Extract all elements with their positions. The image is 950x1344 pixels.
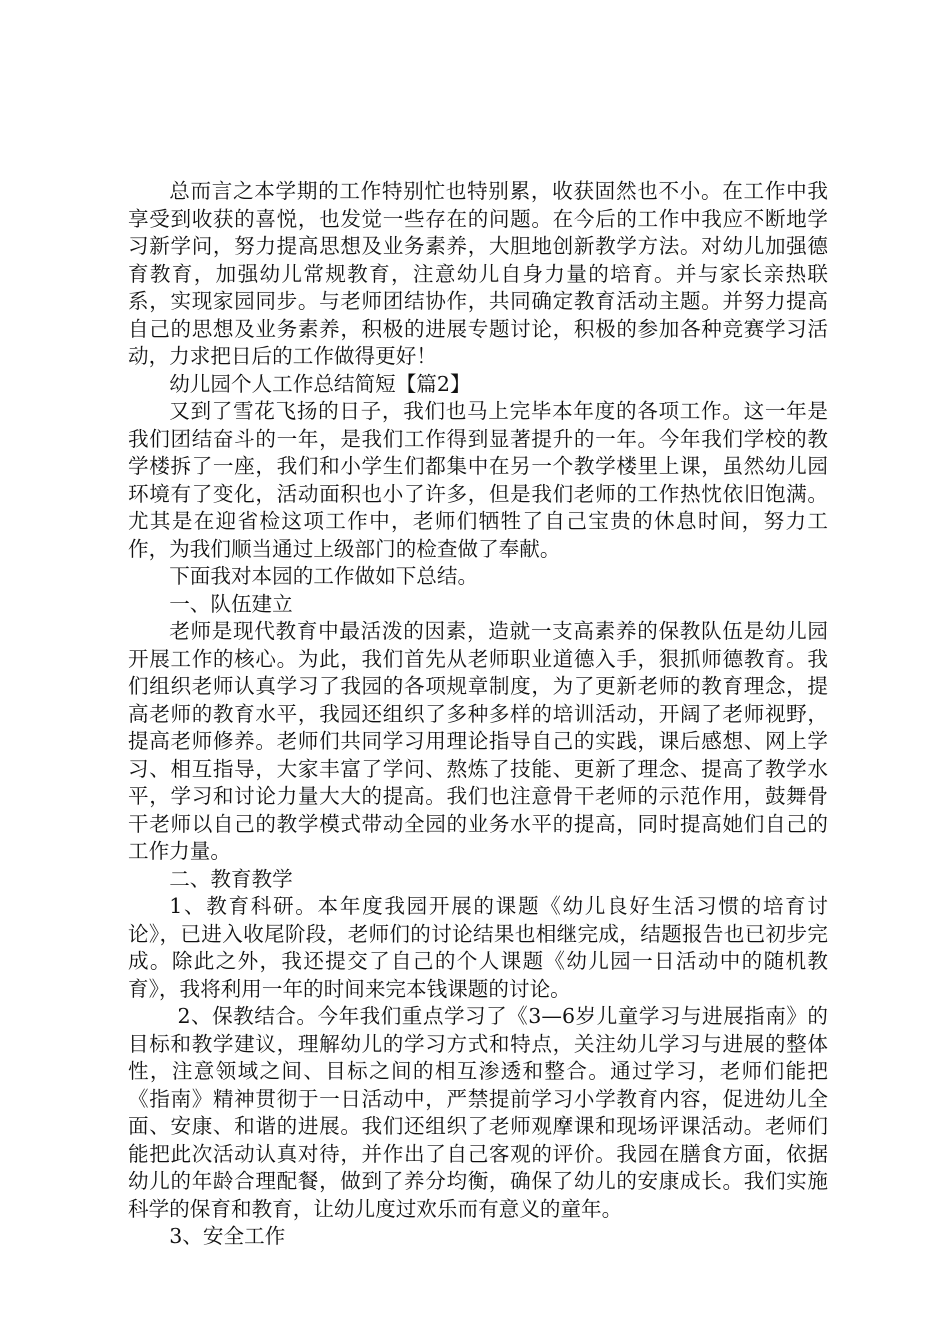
document-body — [128, 178, 828, 1251]
research-paragraph: 1、教育科研。本年度我园开展的课题《幼儿良好生活习惯的培育讨论》，已进入收尾阶段，老师们的讨论结果也相继完成，结题报告也已初步完成。除此之外，我还提交了自己的个人课题《幼儿园一日活动中的随机教育》，我将利用一年的时间来完本钱课题的讨论。 — [128, 894, 828, 1001]
intro-paragraph: 又到了雪花飞扬的日子，我们也马上完毕本年度的各项工作。这一年是我们团结奋斗的一年，是我们工作得到显著提升的一年。今年我们学校的教学楼拆了一座，我们和小学生们都集中在另一个教学楼里上课，虽然幼儿园环境有了变化，活动面积也小了许多，但是我们老师的工作热忱依旧饱满。尤其是在迎省检这项工作中，老师们牺牲了自己宝贵的休息时间，努力工作，为我们顺当通过上级部门的检查做了奉献。 — [128, 399, 828, 561]
section-title: 幼儿园个人工作总结简短【篇2】 — [169, 371, 471, 396]
summary-lead-line: 下面我对本园的工作做如下总结。 — [169, 564, 479, 588]
care-education-paragraph: 2、保教结合。今年我们重点学习了《3—6岁儿童学习与进展指南》的目标和教学建议，理解幼儿的学习方式和特点，关注幼儿学习与进展的整体性，注意领域之间、目标之间的相互渗透和整合。通过学习，老师们能把《指南》精神贯彻于一日活动中，严禁提前学习小学教育内容，促进幼儿全面、安康、和谐的进展。我们还组织了老师观摩课和现场评课活动。老师们能把此次活动认真对待，并作出了自己客观的评价。我园在膳食方面，依据幼儿的年龄合理配餐，做到了养分均衡，确保了幼儿的安康成长。我们实施科学的保育和教育，让幼儿度过欢乐而有意义的童年。 — [128, 1004, 828, 1221]
team-building-paragraph: 老师是现代教育中最活泼的因素，造就一支高素养的保教队伍是幼儿园开展工作的核心。为此，我们首先从老师职业道德入手，狠抓师德教育。我们组织老师认真学习了我园的各项规章制度，为了更新老师的教育理念，提高老师的教育水平，我园还组织了多种多样的培训活动，开阔了老师视野，提高老师修养。老师们共同学习用理论指导自己的实践，课后感想、网上学习、相互指导，大家丰富了学问、熬炼了技能、更新了理念、提高了教学水平，学习和讨论力量大大的提高。我们也注意骨干老师的示范作用，鼓舞骨干老师以自己的教学模式带动全园的业务水平的提高，同时提高她们自己的工作力量。 — [128, 619, 828, 863]
heading-safety-work: 3、安全工作 — [169, 1224, 286, 1248]
summary-paragraph: 总而言之本学期的工作特别忙也特别累，收获固然也不小。在工作中我享受到收获的喜悦，也发觉一些存在的问题。在今后的工作中我应不断地学习新学问，努力提高思想及业务素养，大胆地创新教学方法。对幼儿加强德育教育，加强幼儿常规教育，注意幼儿自身力量的培育。并与家长亲热联系，实现家园同步。与老师团结协作，共同确定教育活动主题。并努力提高自己的思想及业务素养，积极的进展专题讨论，积极的参加各种竞赛学习活动，力求把日后的工作做得更好！ — [128, 179, 828, 368]
heading-education-teaching: 二、教育教学 — [169, 866, 293, 891]
heading-team-building: 一、队伍建立 — [169, 591, 293, 616]
